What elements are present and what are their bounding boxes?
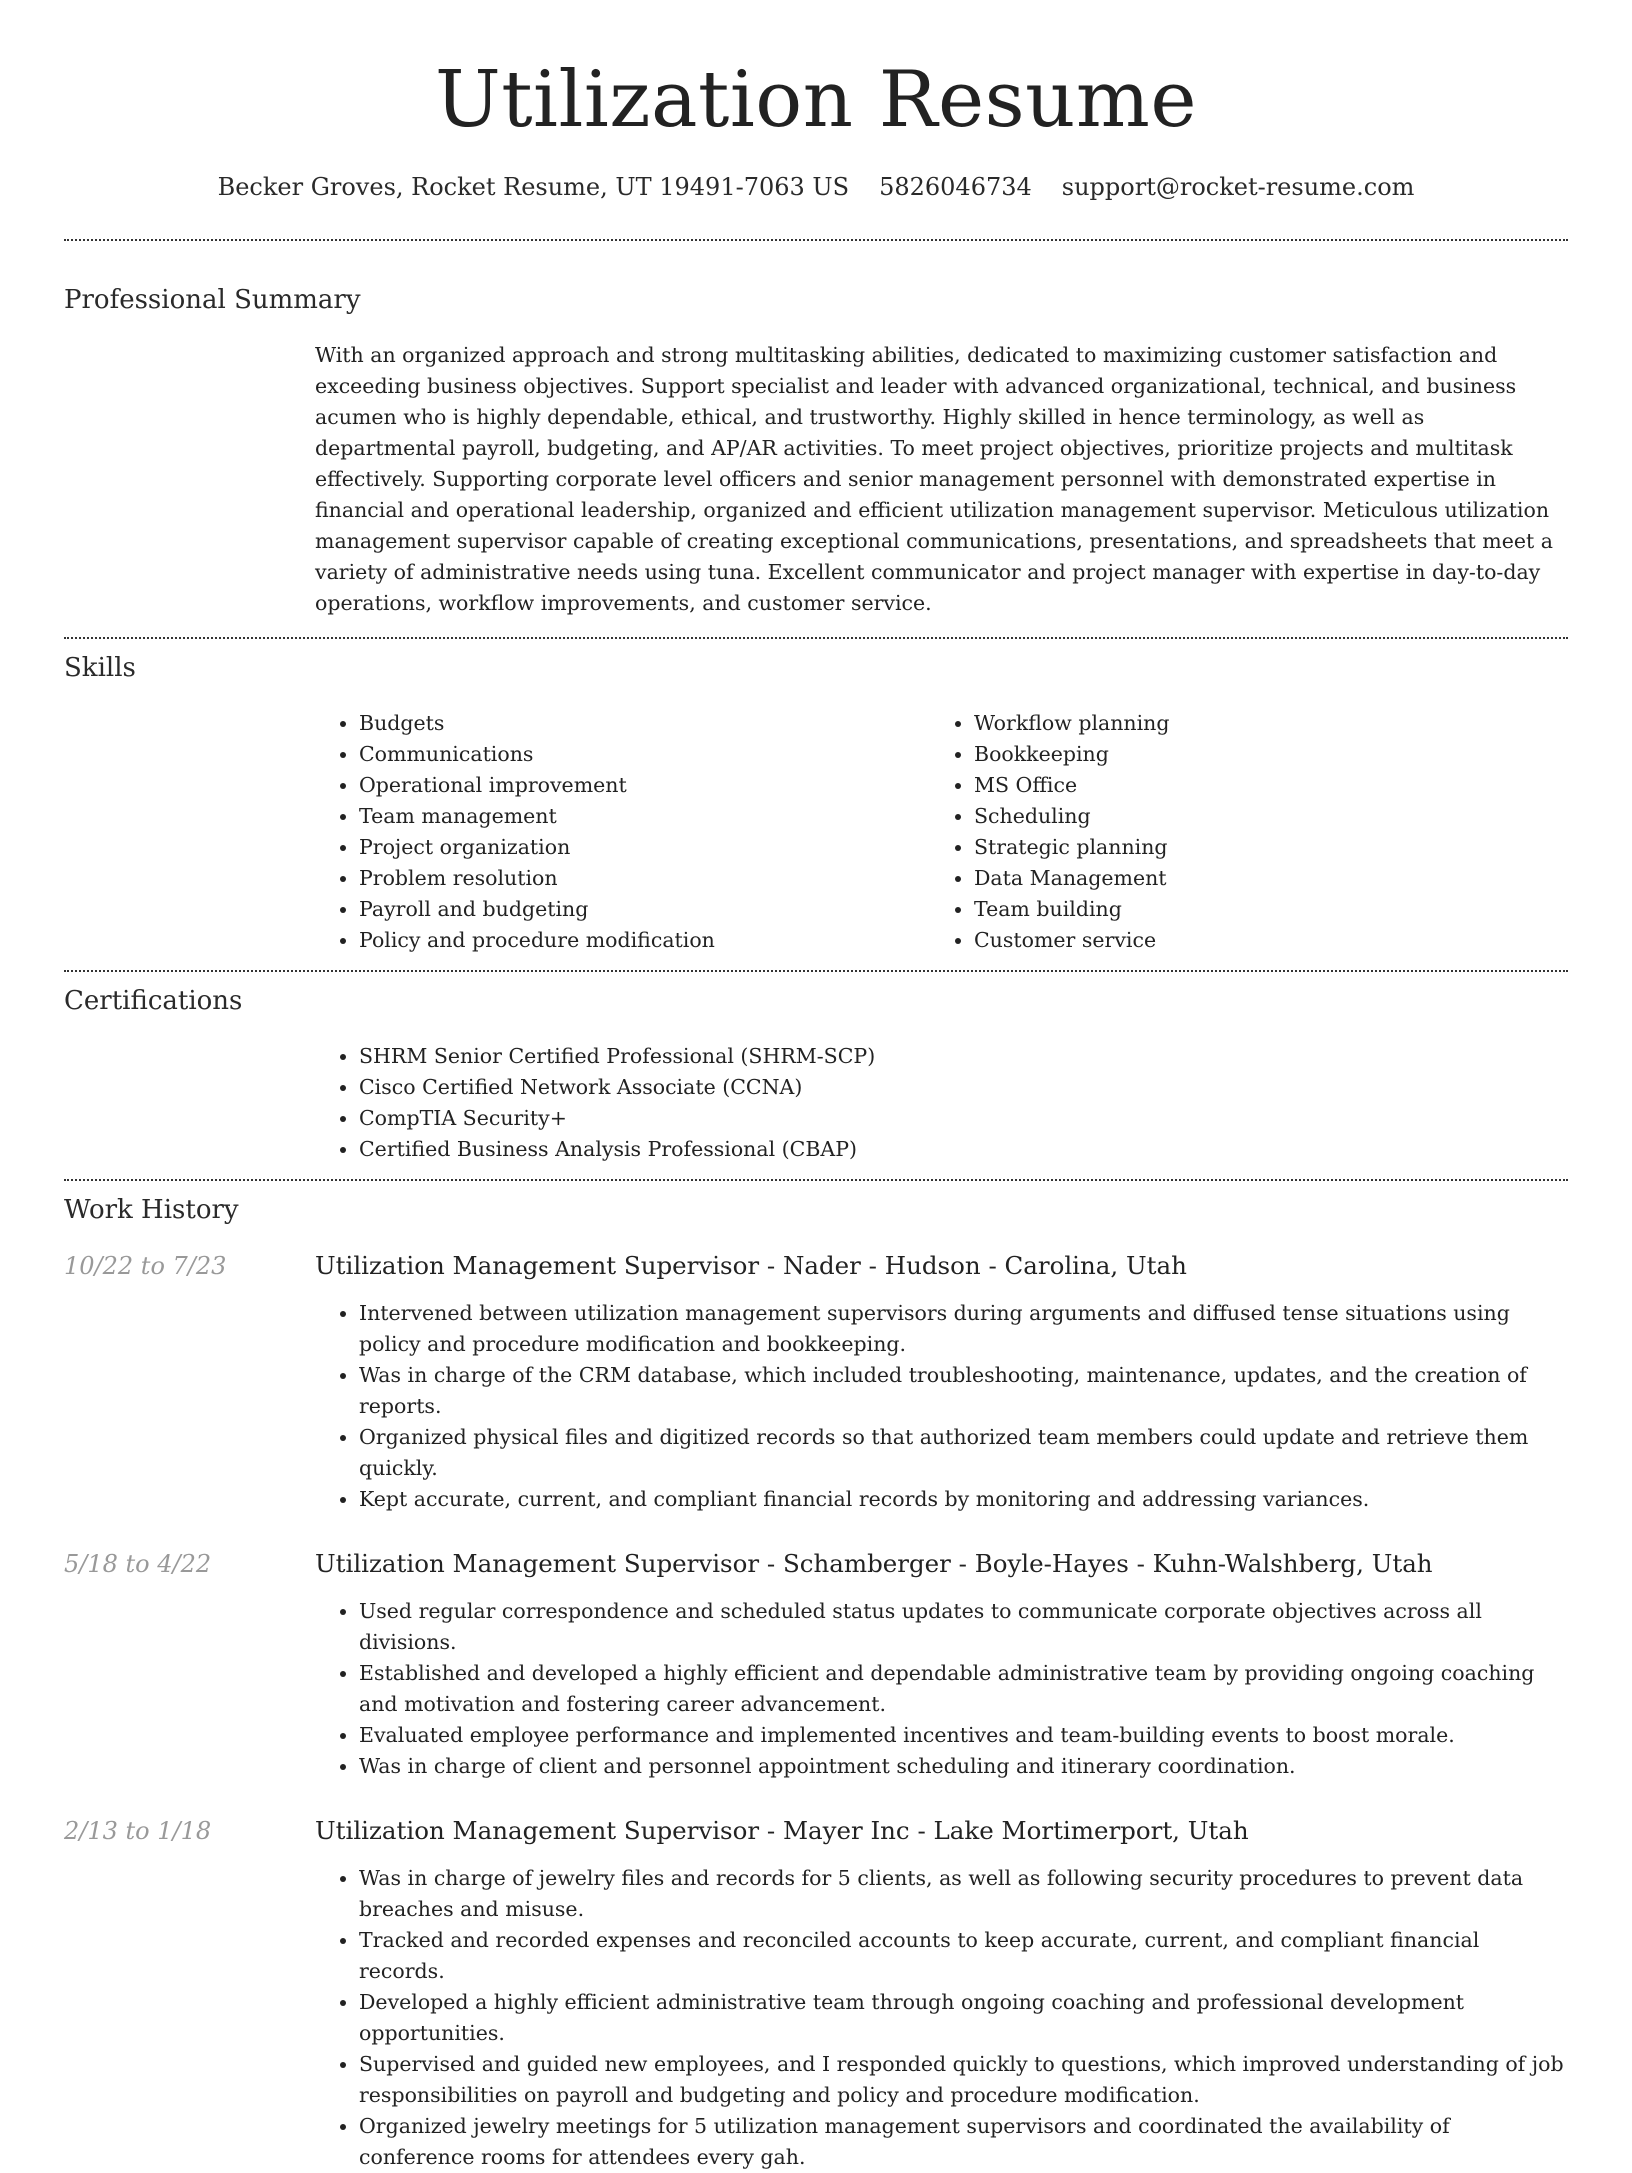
job-title: Utilization Management Supervisor - Nader - Hudson - Carolina, Utah (315, 1251, 1187, 1280)
divider (64, 970, 1568, 972)
job-body (315, 1547, 1568, 1782)
skills-heading: Skills (64, 653, 136, 683)
job-entry (64, 1547, 1568, 1782)
skill-item: • Payroll and budgeting (359, 894, 930, 925)
job-bullet: • Was in charge of client and personnel appointment scheduling and itinerary coordination. (359, 1751, 1568, 1782)
job-dates: 5/18 to 4/22 (64, 1550, 212, 1578)
skill-item: • Data Management (974, 863, 1545, 894)
job-bullet: • Intervened between utilization management supervisors during arguments and diffused tense situations using policy and procedure modification and bookkeeping. (359, 1298, 1568, 1360)
contact-phone: 5826046734 (879, 173, 1032, 201)
job-bullet: • Was in charge of jewelry files and records for 5 clients, as well as following security procedures to prevent data breaches and misuse. (359, 1863, 1568, 1925)
job-dates: 2/13 to 1/18 (64, 1817, 212, 1845)
summary-text: With an organized approach and strong multitasking abilities, dedicated to maximizing customer satisfaction and exceeding business objectives. Support specialist and leader with advanced organizational, technical, and business acumen who is highly dependable, ethical, and trustworthy. Highly skilled in hence terminology, as well as departmental payroll, budgeting, and AP/AR activities. To meet project objectives, prioritize projects and multitask effectively. Supporting corporate level officers and senior management personnel with demonstrated expertise in financial and operational leadership, organized and efficient utilization management supervisor. Meticulous utilization management supervisor capable of creating exceptional communications, presentations, and spreadsheets that meet a variety of administrative needs using tuna. Excellent communicator and project manager with expertise in day-to-day operations, workflow improvements, and customer service. (315, 343, 1553, 615)
skills-column-right (930, 708, 1545, 956)
skill-item: • Workflow planning (974, 708, 1545, 739)
job-dates: 10/22 to 7/23 (64, 1252, 227, 1280)
skill-item: • Team management (359, 801, 930, 832)
job-bullet: • Established and developed a highly efficient and dependable administrative team by providing ongoing coaching and motivation and fostering career advancement. (359, 1658, 1568, 1720)
job-entry (64, 1814, 1568, 2173)
job-body (315, 1249, 1568, 1515)
skill-item: • Bookkeeping (974, 739, 1545, 770)
job-bullet: • Kept accurate, current, and compliant financial records by monitoring and addressing variances. (359, 1484, 1568, 1515)
job-title: Utilization Management Supervisor - Schamberger - Boyle-Hayes - Kuhn-Walshberg, Utah (315, 1549, 1433, 1578)
divider (64, 239, 1568, 241)
job-bullet: • Used regular correspondence and scheduled status updates to communicate corporate objectives across all divisions. (359, 1596, 1568, 1658)
resume-page (64, 0, 1568, 2173)
summary-heading: Professional Summary (64, 285, 361, 315)
skill-item: • Communications (359, 739, 930, 770)
job-bullet: • Tracked and recorded expenses and reconciled accounts to keep accurate, current, and compliant financial records. (359, 1925, 1568, 1987)
certification-item: • SHRM Senior Certified Professional (SHRM-SCP) (359, 1041, 1568, 1072)
job-bullet: • Was in charge of the CRM database, which included troubleshooting, maintenance, updates, and the creation of reports. (359, 1360, 1568, 1422)
certifications-heading: Certifications (64, 986, 243, 1016)
resume-title: Utilization Resume (434, 55, 1198, 145)
skill-item: • Strategic planning (974, 832, 1545, 863)
job-body (315, 1814, 1568, 2173)
divider (64, 1179, 1568, 1181)
skill-item: • Project organization (359, 832, 930, 863)
skills-list (315, 708, 1568, 956)
certification-item: • Certified Business Analysis Professional (CBAP) (359, 1134, 1568, 1165)
skill-item: • Customer service (974, 925, 1545, 956)
skill-item: • Operational improvement (359, 770, 930, 801)
job-bullet: • Developed a highly efficient administrative team through ongoing coaching and professional development opportunities. (359, 1987, 1568, 2049)
job-bullet: • Evaluated employee performance and implemented incentives and team-building events to boost morale. (359, 1720, 1568, 1751)
certification-item: • CompTIA Security+ (359, 1103, 1568, 1134)
work-history-heading: Work History (64, 1195, 239, 1225)
divider (64, 637, 1568, 639)
skill-item: • Team building (974, 894, 1545, 925)
job-bullet: • Organized jewelry meetings for 5 utilization management supervisors and coordinated the availability of conference rooms for attendees every gah. (359, 2111, 1568, 2173)
skill-item: • Policy and procedure modification (359, 925, 930, 956)
contact-email: support@rocket-resume.com (1061, 173, 1415, 201)
job-entry (64, 1249, 1568, 1515)
certification-item: • Cisco Certified Network Associate (CCNA) (359, 1072, 1568, 1103)
skill-item: • Scheduling (974, 801, 1545, 832)
job-title: Utilization Management Supervisor - Mayer Inc - Lake Mortimerport, Utah (315, 1816, 1249, 1845)
contact-line (64, 170, 1568, 204)
skill-item: • Problem resolution (359, 863, 930, 894)
skill-item: • Budgets (359, 708, 930, 739)
certifications-list (315, 1041, 1568, 1165)
job-bullet: • Supervised and guided new employees, and I responded quickly to questions, which improved understanding of job responsibilities on payroll and budgeting and policy and procedure modification. (359, 2049, 1568, 2111)
skill-item: • MS Office (974, 770, 1545, 801)
contact-address: Becker Groves, Rocket Resume, UT 19491-7063 US (217, 173, 850, 201)
skills-column-left (315, 708, 930, 956)
job-bullet: • Organized physical files and digitized records so that authorized team members could update and retrieve them quickly. (359, 1422, 1568, 1484)
